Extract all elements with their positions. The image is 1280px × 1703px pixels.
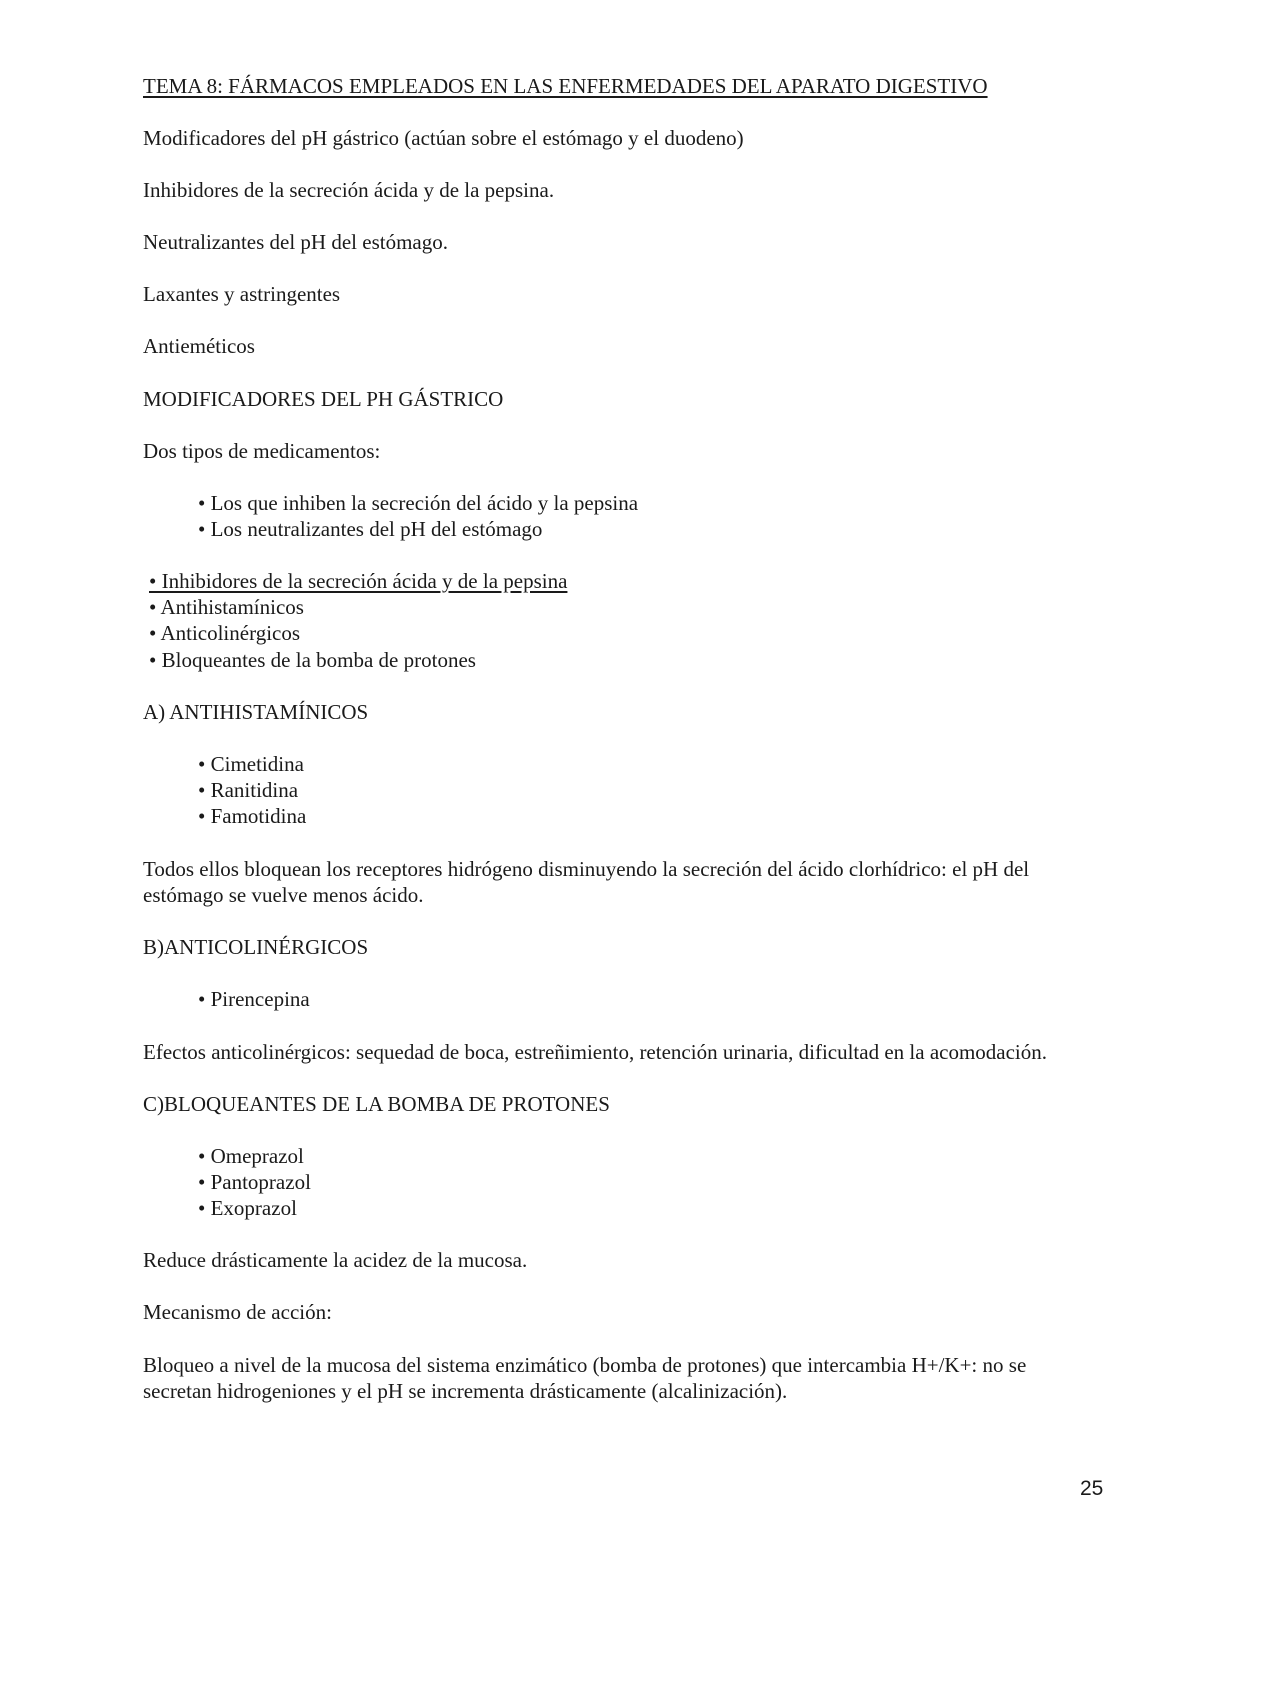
paragraph: Dos tipos de medicamentos:: [143, 439, 381, 463]
list-item: • Los que inhiben la secreción del ácido y la pepsina: [198, 491, 639, 515]
paragraph: Reduce drásticamente la acidez de la mucosa.: [143, 1248, 528, 1272]
paragraph: Todos ellos bloquean los receptores hidrógeno disminuyendo la secreción del ácido clorhídrico: el pH del: [143, 857, 1030, 881]
list-item: • Cimetidina: [198, 752, 304, 776]
section-heading: C)BLOQUEANTES DE LA BOMBA DE PROTONES: [143, 1092, 610, 1116]
section-heading: A) ANTIHISTAMÍNICOS: [143, 700, 369, 724]
list-item: • Famotidina: [198, 804, 307, 828]
list-item: • Ranitidina: [198, 778, 299, 802]
section-heading: B)ANTICOLINÉRGICOS: [143, 935, 369, 959]
paragraph: Bloqueo a nivel de la mucosa del sistema enzimático (bomba de protones) que intercambia H+/K+: no se: [143, 1353, 1027, 1377]
list-item: • Pantoprazol: [198, 1170, 311, 1194]
paragraph: Efectos anticolinérgicos: sequedad de boca, estreñimiento, retención urinaria, dificultad en la acomodación.: [143, 1040, 1048, 1064]
paragraph: secretan hidrogeniones y el pH se incrementa drásticamente (alcalinización).: [143, 1379, 788, 1403]
list-item: • Pirencepina: [198, 987, 310, 1011]
list-item: • Antihistamínicos: [149, 595, 304, 619]
page-title: TEMA 8: FÁRMACOS EMPLEADOS EN LAS ENFERMEDADES DEL APARATO DIGESTIVO: [143, 74, 988, 98]
intro-line: Laxantes y astringentes: [143, 282, 341, 306]
list-item: • Omeprazol: [198, 1144, 304, 1168]
page-number: 25: [1080, 1477, 1104, 1500]
list-item: • Exoprazol: [198, 1196, 297, 1220]
list-item: • Bloqueantes de la bomba de protones: [149, 648, 476, 672]
intro-line: Antieméticos: [143, 334, 255, 358]
list-item: • Anticolinérgicos: [149, 621, 301, 645]
intro-line: Modificadores del pH gástrico (actúan sobre el estómago y el duodeno): [143, 126, 744, 150]
section-heading: MODIFICADORES DEL PH GÁSTRICO: [143, 387, 504, 411]
subsection-heading: • Inhibidores de la secreción ácida y de la pepsina: [149, 569, 568, 593]
intro-line: Inhibidores de la secreción ácida y de la pepsina.: [143, 178, 555, 202]
intro-line: Neutralizantes del pH del estómago.: [143, 230, 448, 254]
paragraph: Mecanismo de acción:: [143, 1300, 332, 1324]
paragraph: estómago se vuelve menos ácido.: [143, 883, 424, 907]
list-item: • Los neutralizantes del pH del estómago: [198, 517, 543, 541]
